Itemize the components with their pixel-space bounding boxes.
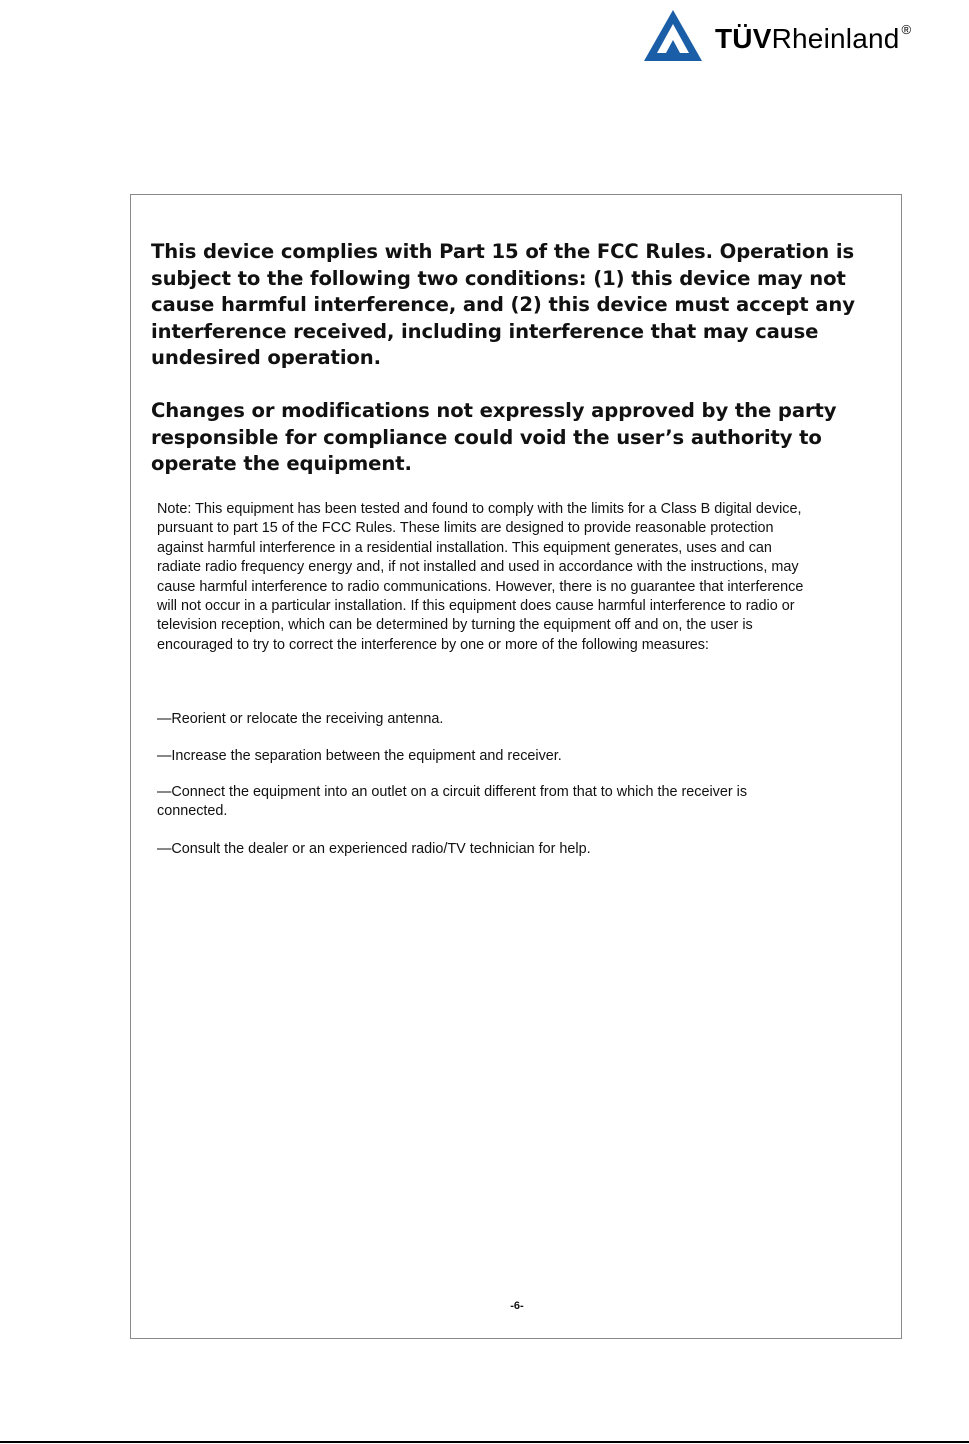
fcc-note-paragraph: Note: This equipment has been tested and found to comply with the limits for a Class B digital device, pursuant to part 15 of the FCC Rules. These limits are designed to provide reasonable protection against harmful interference in a residential installation. This equipment generates, uses and can radiate radio frequency energy and, if not installed and used in accordance with the instructions, may cause harmful interference to radio communications. However, there is no guarantee that interference will not occur in a particular installation. If this equipment does cause harmful interference to radio or television reception, which can be determined by turning the equipment off and on, the user is encouraged to try to correct the interference by one or more of the following measures: [157, 501, 804, 653]
footer-divider [0, 1441, 969, 1443]
logo-wordmark-bold: TÜV [715, 23, 772, 54]
registered-trademark-mark: ® [901, 22, 912, 37]
page-number: -6- [510, 1300, 524, 1312]
logo-wordmark-regular: Rheinland [771, 23, 900, 54]
tuv-triangle-logo-icon [642, 8, 704, 64]
modifications-warning: Changes or modifications not expressly approved by the party responsible for compliance could void the user’s authority to operate the equipment. [151, 399, 837, 475]
measure-item: —Reorient or relocate the receiving antenna. [157, 711, 444, 727]
tuv-rheinland-logo [640, 8, 955, 64]
measure-item: —Connect the equipment into an outlet on a circuit different from that to which the receiver is connected. [157, 784, 748, 820]
measure-item: —Consult the dealer or an experienced radio/TV technician for help. [157, 841, 591, 857]
fcc-compliance-statement: This device complies with Part 15 of the FCC Rules. Operation is subject to the following two conditions: (1) this device may not cause harmful interference, and (2) this device must accept any interference received, including interference that may cause undesired operation. [151, 240, 855, 369]
measure-item: —Increase the separation between the equipment and receiver. [157, 748, 562, 764]
logo-wordmark [715, 22, 911, 55]
